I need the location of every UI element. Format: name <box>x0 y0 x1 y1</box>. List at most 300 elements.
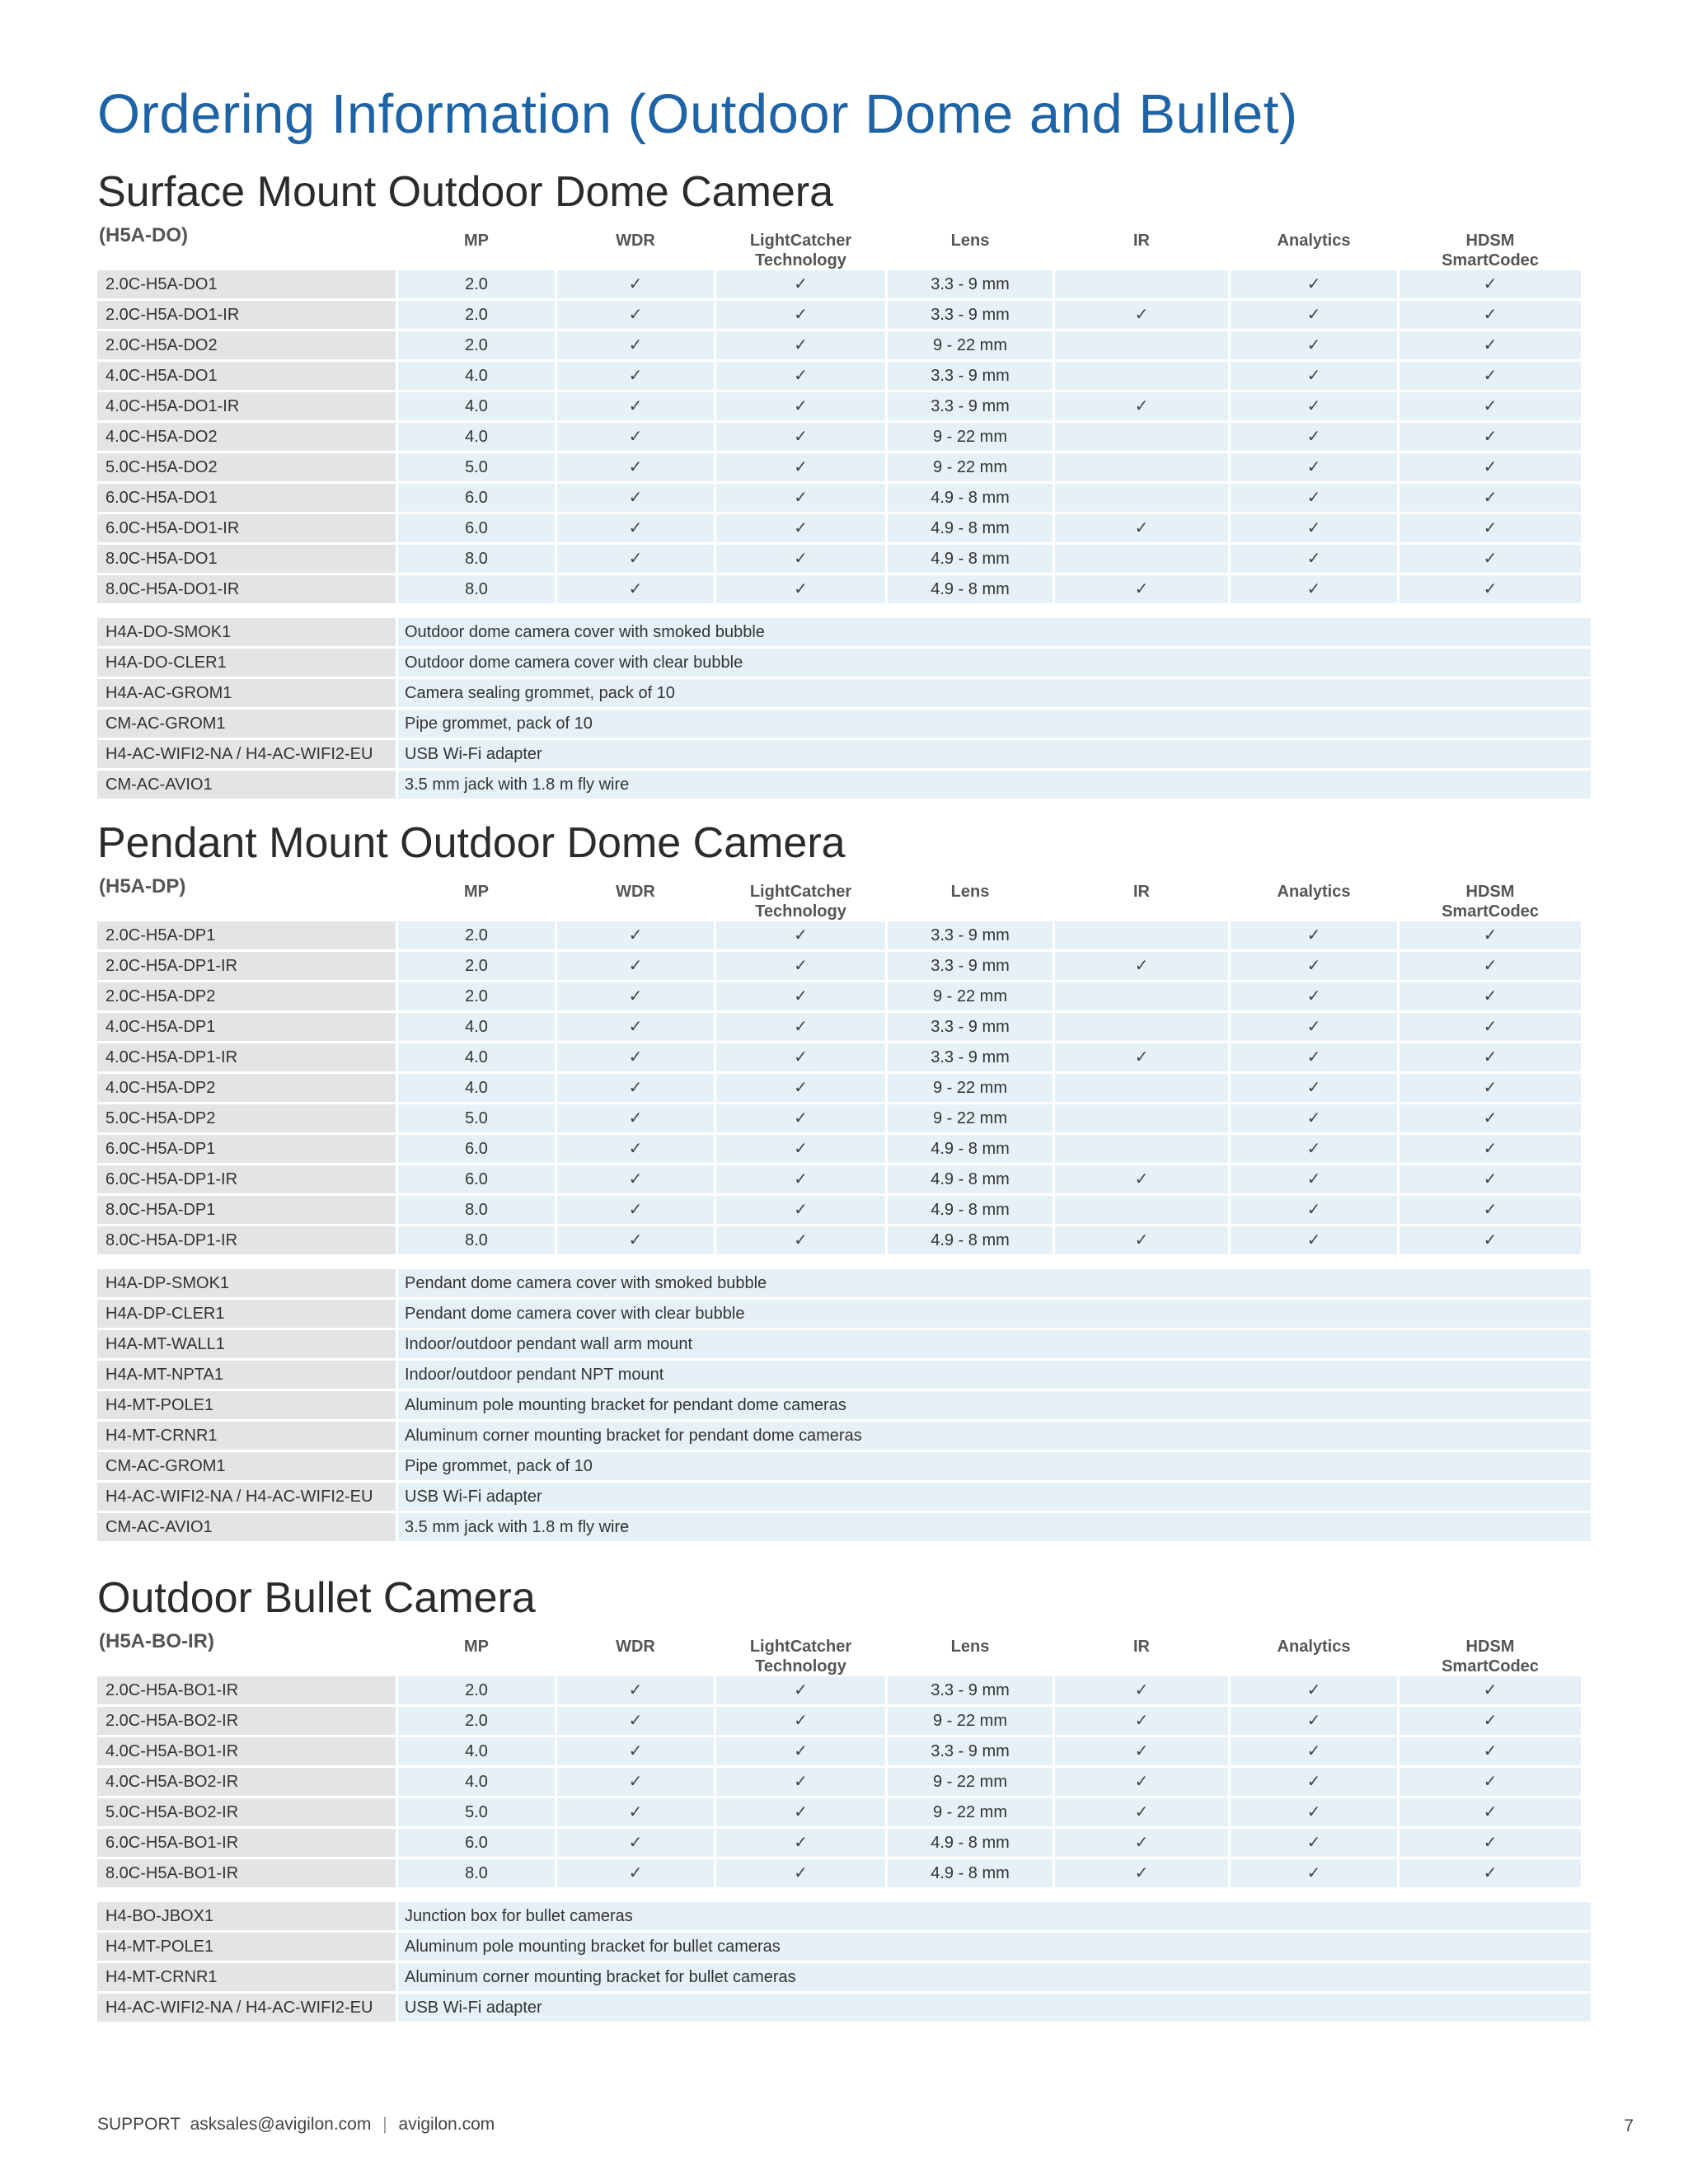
table-cell-hdsm: ✓ <box>1400 1165 1581 1193</box>
table-cell-lens: 9 - 22 mm <box>888 453 1053 481</box>
table-cell-ir: ✓ <box>1055 952 1228 980</box>
column-header-analytics: Analytics <box>1277 232 1351 250</box>
table-cell-ir: ✓ <box>1055 1798 1228 1826</box>
accessory-part-number: H4A-MT-WALL1 <box>97 1330 396 1358</box>
table-cell-hdsm: ✓ <box>1400 392 1581 420</box>
accessory-description: USB Wi-Fi adapter <box>398 740 1591 768</box>
spec-table <box>97 270 1591 603</box>
table-cell-wdr: ✓ <box>557 514 714 542</box>
table-cell-mp: 8.0 <box>398 1859 555 1887</box>
table-cell-lightcatcher: ✓ <box>716 514 885 542</box>
column-header-lightcatcher: LightCatcher Technology <box>749 883 852 921</box>
table-cell-lens: 3.3 - 9 mm <box>888 921 1053 949</box>
table-cell-lens: 9 - 22 mm <box>888 1104 1053 1132</box>
table-cell-wdr: ✓ <box>557 1829 714 1857</box>
table-cell-lens: 3.3 - 9 mm <box>888 301 1053 329</box>
table-cell-hdsm: ✓ <box>1400 270 1581 298</box>
section-title: Pendant Mount Outdoor Dome Camera <box>97 819 846 867</box>
table-cell-model: 5.0C-H5A-BO2-IR <box>97 1798 396 1826</box>
table-cell-model: 6.0C-H5A-DP1 <box>97 1135 396 1163</box>
table-cell-hdsm: ✓ <box>1400 921 1581 949</box>
table-cell-mp: 8.0 <box>398 545 555 573</box>
table-cell-hdsm: ✓ <box>1400 331 1581 359</box>
table-cell-lens: 3.3 - 9 mm <box>888 270 1053 298</box>
table-cell-ir <box>1055 545 1228 573</box>
accessory-description: 3.5 mm jack with 1.8 m fly wire <box>398 1513 1591 1541</box>
table-cell-analytics: ✓ <box>1231 1676 1397 1704</box>
table-cell-ir <box>1055 982 1228 1010</box>
table-cell-analytics: ✓ <box>1231 392 1397 420</box>
table-cell-ir: ✓ <box>1055 1859 1228 1887</box>
table-header <box>97 870 1591 921</box>
table-cell-analytics: ✓ <box>1231 545 1397 573</box>
table-cell-mp: 4.0 <box>398 1043 555 1071</box>
table-cell-hdsm: ✓ <box>1400 1859 1581 1887</box>
table-cell-lens: 9 - 22 mm <box>888 1768 1053 1796</box>
column-header-lens: Lens <box>950 232 990 250</box>
footer-support-label: SUPPORT <box>97 2115 181 2134</box>
table-cell-lightcatcher: ✓ <box>716 423 885 451</box>
table-cell-analytics: ✓ <box>1231 1104 1397 1132</box>
table-cell-wdr: ✓ <box>557 1165 714 1193</box>
accessory-part-number: H4-MT-POLE1 <box>97 1391 396 1419</box>
table-cell-analytics: ✓ <box>1231 1043 1397 1071</box>
accessory-part-number: H4A-DP-CLER1 <box>97 1300 396 1328</box>
table-cell-hdsm: ✓ <box>1400 1196 1581 1224</box>
table-cell-wdr: ✓ <box>557 301 714 329</box>
accessory-part-number: H4A-MT-NPTA1 <box>97 1361 396 1389</box>
table-cell-hdsm: ✓ <box>1400 982 1581 1010</box>
table-cell-mp: 6.0 <box>398 484 555 512</box>
table-cell-mp: 2.0 <box>398 301 555 329</box>
footer-email-link[interactable]: asksales@avigilon.com <box>190 2115 372 2134</box>
table-cell-mp: 6.0 <box>398 1829 555 1857</box>
table-cell-analytics: ✓ <box>1231 575 1397 603</box>
accessories-table <box>97 1269 1591 1541</box>
table-cell-lightcatcher: ✓ <box>716 1768 885 1796</box>
table-cell-mp: 2.0 <box>398 1676 555 1704</box>
table-cell-lightcatcher: ✓ <box>716 301 885 329</box>
table-cell-lightcatcher: ✓ <box>716 1737 885 1765</box>
table-cell-wdr: ✓ <box>557 575 714 603</box>
table-cell-lens: 4.9 - 8 mm <box>888 1226 1053 1254</box>
table-cell-lightcatcher: ✓ <box>716 1798 885 1826</box>
table-cell-model: 8.0C-H5A-DP1-IR <box>97 1226 396 1254</box>
table-cell-lightcatcher: ✓ <box>716 453 885 481</box>
accessory-description: Aluminum pole mounting bracket for bullet cameras <box>398 1933 1591 1961</box>
page-title: Ordering Information (Outdoor Dome and Bullet) <box>97 83 1298 145</box>
table-cell-ir: ✓ <box>1055 1768 1228 1796</box>
column-header-ir: IR <box>1133 232 1150 250</box>
table-cell-wdr: ✓ <box>557 1226 714 1254</box>
table-cell-hdsm: ✓ <box>1400 514 1581 542</box>
table-cell-model: 2.0C-H5A-BO2-IR <box>97 1707 396 1735</box>
table-cell-lens: 3.3 - 9 mm <box>888 1737 1053 1765</box>
table-cell-wdr: ✓ <box>557 453 714 481</box>
page-number: 7 <box>1624 2116 1634 2135</box>
table-cell-analytics: ✓ <box>1231 1737 1397 1765</box>
table-cell-ir: ✓ <box>1055 514 1228 542</box>
accessory-description: USB Wi-Fi adapter <box>398 1994 1591 2022</box>
table-cell-analytics: ✓ <box>1231 270 1397 298</box>
table-cell-analytics: ✓ <box>1231 1013 1397 1041</box>
table-cell-lens: 9 - 22 mm <box>888 1707 1053 1735</box>
table-cell-model: 8.0C-H5A-DO1 <box>97 545 396 573</box>
column-header-wdr: WDR <box>616 883 655 901</box>
column-header-mp: MP <box>464 1638 489 1656</box>
table-cell-mp: 2.0 <box>398 921 555 949</box>
section-outdoor-bullet <box>97 1571 1591 2022</box>
table-cell-mp: 6.0 <box>398 1165 555 1193</box>
table-cell-analytics: ✓ <box>1231 423 1397 451</box>
table-cell-lens: 9 - 22 mm <box>888 331 1053 359</box>
accessory-part-number: H4A-DP-SMOK1 <box>97 1269 396 1297</box>
model-code: (H5A-BO-IR) <box>99 1630 214 1652</box>
table-cell-lens: 3.3 - 9 mm <box>888 1676 1053 1704</box>
table-cell-hdsm: ✓ <box>1400 1798 1581 1826</box>
table-cell-mp: 5.0 <box>398 453 555 481</box>
table-cell-analytics: ✓ <box>1231 301 1397 329</box>
table-cell-model: 2.0C-H5A-DO2 <box>97 331 396 359</box>
table-cell-wdr: ✓ <box>557 484 714 512</box>
table-cell-model: 2.0C-H5A-DP1 <box>97 921 396 949</box>
accessory-part-number: H4A-DO-CLER1 <box>97 649 396 677</box>
table-cell-lightcatcher: ✓ <box>716 1829 885 1857</box>
table-cell-analytics: ✓ <box>1231 952 1397 980</box>
spec-table <box>97 921 1591 1254</box>
table-cell-wdr: ✓ <box>557 1768 714 1796</box>
table-cell-wdr: ✓ <box>557 1737 714 1765</box>
accessory-description: Pipe grommet, pack of 10 <box>398 1452 1591 1480</box>
table-cell-model: 8.0C-H5A-DP1 <box>97 1196 396 1224</box>
table-cell-lightcatcher: ✓ <box>716 575 885 603</box>
table-cell-ir: ✓ <box>1055 575 1228 603</box>
accessory-description: USB Wi-Fi adapter <box>398 1483 1591 1511</box>
accessory-part-number: H4-AC-WIFI2-NA / H4-AC-WIFI2-EU <box>97 1994 396 2022</box>
accessory-description: Junction box for bullet cameras <box>398 1902 1591 1930</box>
table-cell-model: 5.0C-H5A-DO2 <box>97 453 396 481</box>
accessory-description: Aluminum corner mounting bracket for pendant dome cameras <box>398 1422 1591 1450</box>
table-cell-model: 2.0C-H5A-BO1-IR <box>97 1676 396 1704</box>
table-cell-wdr: ✓ <box>557 1676 714 1704</box>
table-cell-wdr: ✓ <box>557 1859 714 1887</box>
accessory-part-number: CM-AC-AVIO1 <box>97 1513 396 1541</box>
table-cell-lens: 9 - 22 mm <box>888 1074 1053 1102</box>
table-cell-mp: 4.0 <box>398 392 555 420</box>
table-cell-model: 6.0C-H5A-DP1-IR <box>97 1165 396 1193</box>
table-cell-mp: 2.0 <box>398 1707 555 1735</box>
table-cell-mp: 4.0 <box>398 1737 555 1765</box>
table-cell-hdsm: ✓ <box>1400 1707 1581 1735</box>
table-cell-lens: 9 - 22 mm <box>888 982 1053 1010</box>
table-cell-ir: ✓ <box>1055 1737 1228 1765</box>
table-cell-mp: 4.0 <box>398 362 555 390</box>
table-cell-ir <box>1055 1013 1228 1041</box>
table-cell-hdsm: ✓ <box>1400 1829 1581 1857</box>
column-header-lens: Lens <box>950 883 990 901</box>
column-header-lens: Lens <box>950 1638 990 1656</box>
table-cell-lightcatcher: ✓ <box>716 982 885 1010</box>
table-cell-model: 4.0C-H5A-DP2 <box>97 1074 396 1102</box>
table-cell-model: 6.0C-H5A-DO1 <box>97 484 396 512</box>
table-cell-lightcatcher: ✓ <box>716 484 885 512</box>
table-cell-analytics: ✓ <box>1231 514 1397 542</box>
table-cell-lightcatcher: ✓ <box>716 1165 885 1193</box>
table-header <box>97 1625 1591 1676</box>
section-title: Outdoor Bullet Camera <box>97 1574 536 1622</box>
table-cell-ir <box>1055 921 1228 949</box>
table-cell-hdsm: ✓ <box>1400 1135 1581 1163</box>
table-cell-hdsm: ✓ <box>1400 952 1581 980</box>
table-cell-model: 4.0C-H5A-DO1-IR <box>97 392 396 420</box>
footer-separator: | <box>382 2115 387 2134</box>
footer-website-link[interactable]: avigilon.com <box>398 2115 495 2134</box>
table-cell-hdsm: ✓ <box>1400 423 1581 451</box>
section-pendant-mount-dome <box>97 816 1591 1541</box>
column-header-ir: IR <box>1133 883 1150 901</box>
table-cell-ir <box>1055 453 1228 481</box>
table-cell-ir: ✓ <box>1055 1676 1228 1704</box>
table-cell-model: 4.0C-H5A-DO2 <box>97 423 396 451</box>
accessory-description: Outdoor dome camera cover with smoked bubble <box>398 618 1591 646</box>
table-cell-ir: ✓ <box>1055 1043 1228 1071</box>
accessory-part-number: H4-AC-WIFI2-NA / H4-AC-WIFI2-EU <box>97 740 396 768</box>
table-cell-lens: 9 - 22 mm <box>888 1798 1053 1826</box>
table-cell-model: 4.0C-H5A-DP1-IR <box>97 1043 396 1071</box>
column-header-ir: IR <box>1133 1638 1150 1656</box>
table-cell-model: 4.0C-H5A-DO1 <box>97 362 396 390</box>
accessory-part-number: H4-MT-CRNR1 <box>97 1963 396 1991</box>
table-cell-mp: 2.0 <box>398 331 555 359</box>
table-cell-ir: ✓ <box>1055 392 1228 420</box>
column-header-hdsm: HDSM SmartCodec <box>1442 1638 1539 1675</box>
accessory-description: 3.5 mm jack with 1.8 m fly wire <box>398 771 1591 799</box>
table-cell-analytics: ✓ <box>1231 921 1397 949</box>
table-cell-hdsm: ✓ <box>1400 453 1581 481</box>
table-cell-ir <box>1055 1135 1228 1163</box>
table-cell-lightcatcher: ✓ <box>716 1013 885 1041</box>
table-cell-lightcatcher: ✓ <box>716 1707 885 1735</box>
table-cell-lightcatcher: ✓ <box>716 1676 885 1704</box>
table-cell-mp: 4.0 <box>398 1013 555 1041</box>
table-cell-lightcatcher: ✓ <box>716 1074 885 1102</box>
table-cell-model: 5.0C-H5A-DP2 <box>97 1104 396 1132</box>
accessory-description: Indoor/outdoor pendant wall arm mount <box>398 1330 1591 1358</box>
table-cell-mp: 2.0 <box>398 982 555 1010</box>
table-cell-model: 2.0C-H5A-DO1-IR <box>97 301 396 329</box>
table-cell-analytics: ✓ <box>1231 1196 1397 1224</box>
accessory-part-number: H4-AC-WIFI2-NA / H4-AC-WIFI2-EU <box>97 1483 396 1511</box>
table-cell-model: 4.0C-H5A-DP1 <box>97 1013 396 1041</box>
table-cell-hdsm: ✓ <box>1400 484 1581 512</box>
table-cell-lens: 3.3 - 9 mm <box>888 1013 1053 1041</box>
table-cell-ir <box>1055 1074 1228 1102</box>
table-cell-wdr: ✓ <box>557 1196 714 1224</box>
table-cell-lens: 9 - 22 mm <box>888 423 1053 451</box>
table-cell-wdr: ✓ <box>557 1798 714 1826</box>
table-cell-hdsm: ✓ <box>1400 575 1581 603</box>
table-cell-mp: 8.0 <box>398 575 555 603</box>
accessory-part-number: H4-MT-CRNR1 <box>97 1422 396 1450</box>
table-cell-mp: 2.0 <box>398 952 555 980</box>
table-cell-wdr: ✓ <box>557 921 714 949</box>
table-cell-lightcatcher: ✓ <box>716 1104 885 1132</box>
table-cell-lens: 4.9 - 8 mm <box>888 514 1053 542</box>
table-cell-analytics: ✓ <box>1231 1226 1397 1254</box>
table-cell-hdsm: ✓ <box>1400 1104 1581 1132</box>
table-cell-lightcatcher: ✓ <box>716 1226 885 1254</box>
table-cell-lens: 4.9 - 8 mm <box>888 545 1053 573</box>
table-cell-wdr: ✓ <box>557 1043 714 1071</box>
table-cell-mp: 4.0 <box>398 1074 555 1102</box>
table-cell-analytics: ✓ <box>1231 982 1397 1010</box>
table-cell-lightcatcher: ✓ <box>716 362 885 390</box>
table-cell-analytics: ✓ <box>1231 1074 1397 1102</box>
accessory-part-number: CM-AC-GROM1 <box>97 1452 396 1480</box>
accessory-description: Indoor/outdoor pendant NPT mount <box>398 1361 1591 1389</box>
table-cell-mp: 4.0 <box>398 423 555 451</box>
table-cell-wdr: ✓ <box>557 952 714 980</box>
spec-table <box>97 1676 1591 1887</box>
table-cell-hdsm: ✓ <box>1400 1043 1581 1071</box>
table-cell-model: 6.0C-H5A-BO1-IR <box>97 1829 396 1857</box>
column-header-analytics: Analytics <box>1277 1638 1351 1656</box>
table-cell-analytics: ✓ <box>1231 484 1397 512</box>
table-cell-model: 4.0C-H5A-BO2-IR <box>97 1768 396 1796</box>
table-cell-analytics: ✓ <box>1231 1859 1397 1887</box>
column-header-hdsm: HDSM SmartCodec <box>1442 883 1539 921</box>
accessory-description: Aluminum pole mounting bracket for pendant dome cameras <box>398 1391 1591 1419</box>
accessory-part-number: CM-AC-GROM1 <box>97 710 396 738</box>
table-cell-ir <box>1055 484 1228 512</box>
table-cell-ir: ✓ <box>1055 301 1228 329</box>
table-cell-lens: 4.9 - 8 mm <box>888 1165 1053 1193</box>
table-cell-wdr: ✓ <box>557 1135 714 1163</box>
table-cell-wdr: ✓ <box>557 982 714 1010</box>
accessories-table <box>97 618 1591 799</box>
accessories-table <box>97 1902 1591 2022</box>
table-cell-lightcatcher: ✓ <box>716 1135 885 1163</box>
table-cell-mp: 8.0 <box>398 1196 555 1224</box>
table-cell-model: 4.0C-H5A-BO1-IR <box>97 1737 396 1765</box>
table-cell-mp: 8.0 <box>398 1226 555 1254</box>
table-cell-lens: 4.9 - 8 mm <box>888 1859 1053 1887</box>
table-cell-hdsm: ✓ <box>1400 1768 1581 1796</box>
column-header-wdr: WDR <box>616 232 655 250</box>
table-cell-lens: 4.9 - 8 mm <box>888 1135 1053 1163</box>
column-header-mp: MP <box>464 883 489 901</box>
table-cell-analytics: ✓ <box>1231 1798 1397 1826</box>
table-cell-analytics: ✓ <box>1231 1165 1397 1193</box>
table-cell-model: 6.0C-H5A-DO1-IR <box>97 514 396 542</box>
table-cell-lightcatcher: ✓ <box>716 1859 885 1887</box>
table-cell-ir <box>1055 1196 1228 1224</box>
table-cell-ir <box>1055 423 1228 451</box>
table-cell-wdr: ✓ <box>557 423 714 451</box>
accessory-description: Pendant dome camera cover with smoked bubble <box>398 1269 1591 1297</box>
table-cell-lightcatcher: ✓ <box>716 331 885 359</box>
accessory-description: Pipe grommet, pack of 10 <box>398 710 1591 738</box>
table-cell-mp: 5.0 <box>398 1798 555 1826</box>
table-cell-model: 8.0C-H5A-DO1-IR <box>97 575 396 603</box>
table-cell-hdsm: ✓ <box>1400 362 1581 390</box>
table-cell-model: 2.0C-H5A-DP2 <box>97 982 396 1010</box>
table-cell-wdr: ✓ <box>557 270 714 298</box>
table-cell-lightcatcher: ✓ <box>716 1196 885 1224</box>
accessory-description: Aluminum corner mounting bracket for bullet cameras <box>398 1963 1591 1991</box>
column-header-mp: MP <box>464 232 489 250</box>
accessory-part-number: H4A-DO-SMOK1 <box>97 618 396 646</box>
table-cell-ir <box>1055 331 1228 359</box>
table-cell-lightcatcher: ✓ <box>716 952 885 980</box>
column-header-lightcatcher: LightCatcher Technology <box>749 232 852 269</box>
table-cell-hdsm: ✓ <box>1400 1737 1581 1765</box>
table-cell-model: 8.0C-H5A-BO1-IR <box>97 1859 396 1887</box>
table-cell-ir: ✓ <box>1055 1829 1228 1857</box>
table-cell-analytics: ✓ <box>1231 331 1397 359</box>
column-header-lightcatcher: LightCatcher Technology <box>749 1638 852 1675</box>
table-cell-wdr: ✓ <box>557 331 714 359</box>
table-cell-wdr: ✓ <box>557 545 714 573</box>
table-cell-lightcatcher: ✓ <box>716 270 885 298</box>
table-cell-hdsm: ✓ <box>1400 301 1581 329</box>
table-cell-lens: 4.9 - 8 mm <box>888 1829 1053 1857</box>
table-cell-lens: 4.9 - 8 mm <box>888 575 1053 603</box>
section-title: Surface Mount Outdoor Dome Camera <box>97 168 834 216</box>
table-cell-lightcatcher: ✓ <box>716 392 885 420</box>
table-cell-model: 2.0C-H5A-DO1 <box>97 270 396 298</box>
accessory-description: Camera sealing grommet, pack of 10 <box>398 679 1591 707</box>
table-cell-analytics: ✓ <box>1231 1829 1397 1857</box>
model-code: (H5A-DO) <box>99 224 188 246</box>
table-cell-hdsm: ✓ <box>1400 545 1581 573</box>
table-cell-mp: 5.0 <box>398 1104 555 1132</box>
table-cell-mp: 6.0 <box>398 1135 555 1163</box>
table-cell-ir: ✓ <box>1055 1226 1228 1254</box>
table-cell-wdr: ✓ <box>557 1074 714 1102</box>
accessory-description: Pendant dome camera cover with clear bubble <box>398 1300 1591 1328</box>
table-cell-hdsm: ✓ <box>1400 1226 1581 1254</box>
table-cell-wdr: ✓ <box>557 392 714 420</box>
table-cell-lightcatcher: ✓ <box>716 921 885 949</box>
table-cell-ir: ✓ <box>1055 1165 1228 1193</box>
table-cell-lightcatcher: ✓ <box>716 1043 885 1071</box>
accessory-part-number: H4-BO-JBOX1 <box>97 1902 396 1930</box>
column-header-hdsm: HDSM SmartCodec <box>1442 232 1539 269</box>
table-cell-lens: 4.9 - 8 mm <box>888 1196 1053 1224</box>
table-cell-wdr: ✓ <box>557 1707 714 1735</box>
table-cell-analytics: ✓ <box>1231 1707 1397 1735</box>
accessory-part-number: H4-MT-POLE1 <box>97 1933 396 1961</box>
accessory-description: Outdoor dome camera cover with clear bubble <box>398 649 1591 677</box>
table-cell-lens: 3.3 - 9 mm <box>888 952 1053 980</box>
table-cell-mp: 2.0 <box>398 270 555 298</box>
table-cell-lens: 3.3 - 9 mm <box>888 392 1053 420</box>
table-cell-wdr: ✓ <box>557 1104 714 1132</box>
section-surface-mount-dome <box>97 165 1591 799</box>
table-cell-lens: 4.9 - 8 mm <box>888 484 1053 512</box>
table-cell-hdsm: ✓ <box>1400 1013 1581 1041</box>
column-header-analytics: Analytics <box>1277 883 1351 901</box>
table-cell-ir <box>1055 1104 1228 1132</box>
table-cell-hdsm: ✓ <box>1400 1074 1581 1102</box>
table-cell-analytics: ✓ <box>1231 1768 1397 1796</box>
accessory-part-number: CM-AC-AVIO1 <box>97 771 396 799</box>
accessory-part-number: H4A-AC-GROM1 <box>97 679 396 707</box>
table-cell-ir: ✓ <box>1055 1707 1228 1735</box>
table-cell-lens: 3.3 - 9 mm <box>888 362 1053 390</box>
model-code: (H5A-DP) <box>99 875 186 898</box>
